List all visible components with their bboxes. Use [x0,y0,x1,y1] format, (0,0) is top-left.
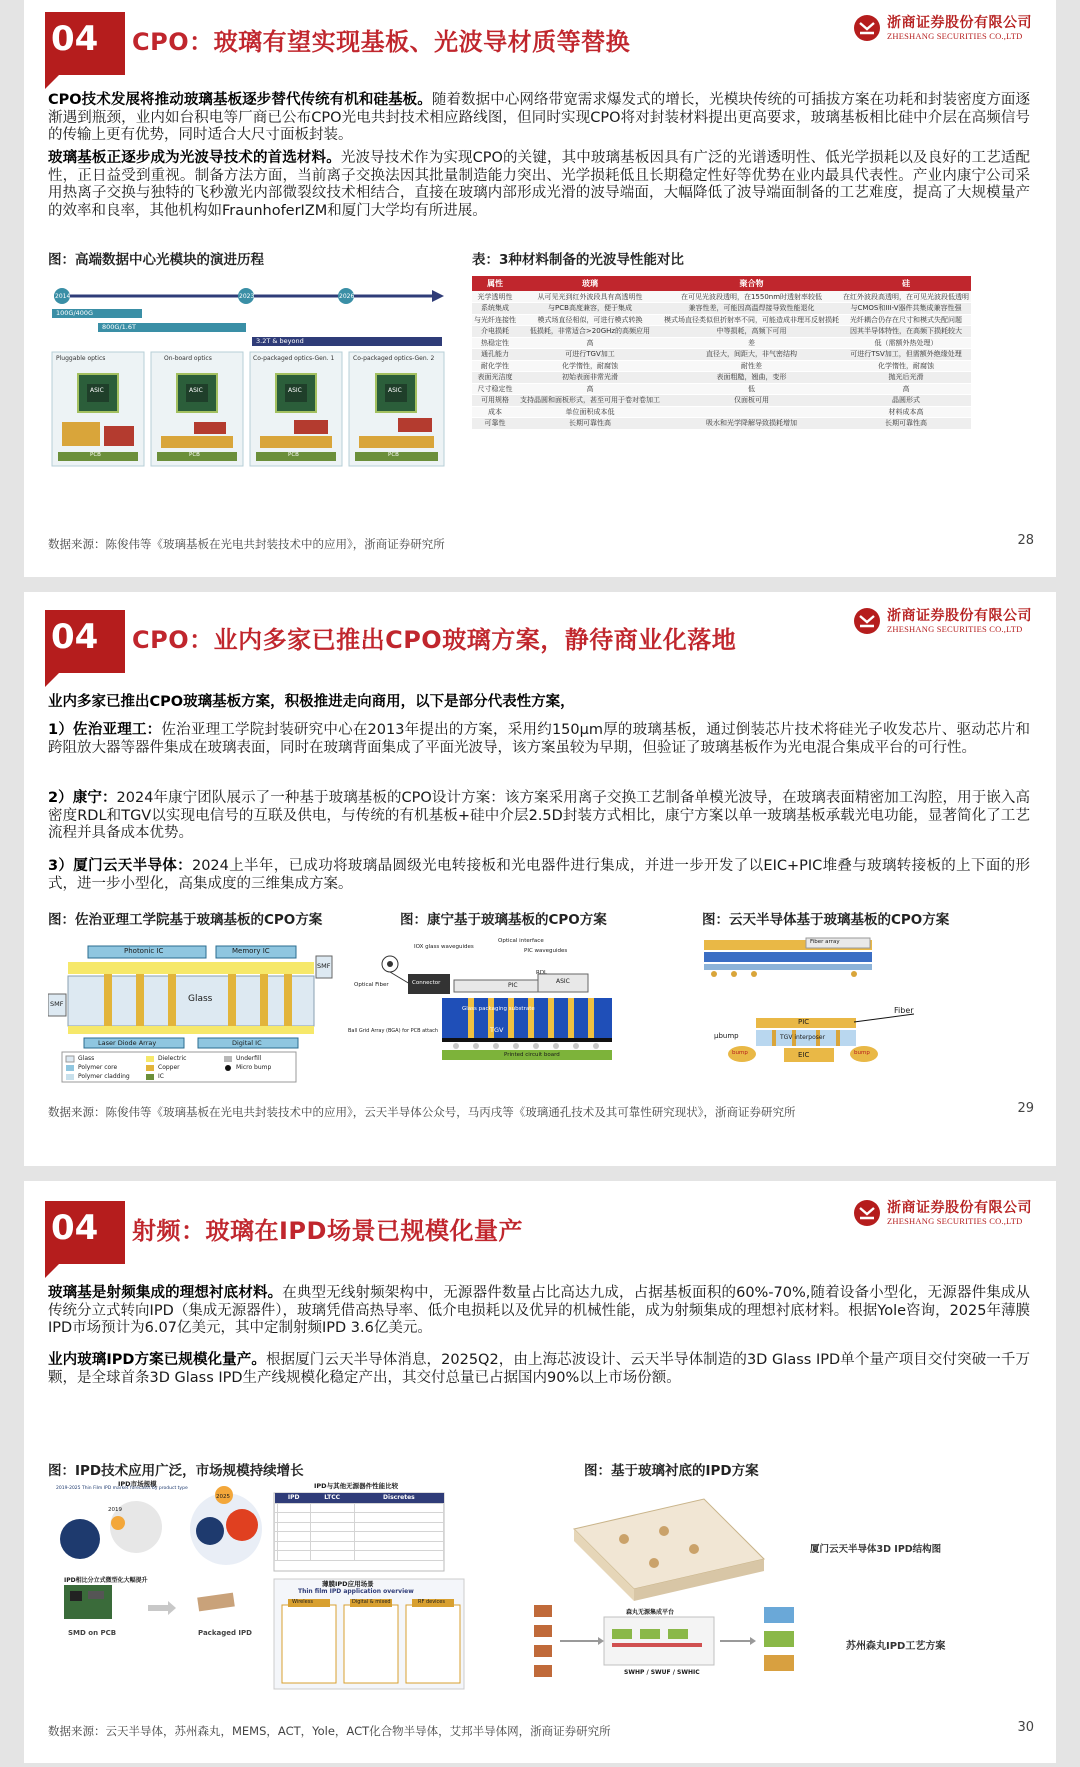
label-optical-interface: Optical interface [498,938,544,944]
table-cell: 与PCB高度兼容，便于集成 [518,303,662,315]
mini-header: IPD [277,1493,310,1503]
pcb-label-2: PCB [189,452,200,458]
ipd-forecast-subtitle: 2019-2025 Thin Film IPD market forecasts by product type [56,1486,188,1491]
figure-caption-evolution: 图：高端数据中心光模块的演进历程 [48,252,264,268]
table-cell: 中等损耗，高频下可用 [662,326,841,338]
label-glass-substrate: Glass packaging substrate [462,1006,535,1012]
ipd-app-title: 薄膜IPD应用场景 [322,1580,374,1588]
table-cell: 仅面板可用 [662,395,841,407]
table-cell: 光纤耦合仍存在尺寸和模式失配问题 [841,314,971,326]
waveguide-materials-table [472,276,969,430]
label-yuntian-3d-ipd: 厦门云天半导体3D IPD结构图 [810,1544,942,1555]
figure-caption-glass-ipd: 图：基于玻璃衬底的IPD方案 [584,1463,759,1479]
label-fiber-array: Fiber array [810,939,840,945]
table-row-header: 尺寸稳定性 [472,383,518,395]
label-smf-right: SMF [317,962,331,970]
paragraph-waveguide: 玻璃基板正逐步成为光波导技术的首选材料。光波导技术作为实现CPO的关键，其中玻璃基板因具有广泛的光谱透明性、低光学损耗以及良好的工艺适配性，正日益受到重视。制备方法方面，当前离子交换法因其批量制造能力突出、光学损耗低且长期稳定性好等优势在业内最具代表性。产业内康宁公司采用热离子交换与独特的飞秒激光内部微裂纹技术相结合，直接在玻璃内部形成光滑的波导端面，大幅降低了波导端面制备的工艺难度，提高了大规模量产的效率和良率，其他机构如FraunhoferIZM和厦门大学均有所进展。 [48,150,1031,219]
legend-glass: Glass [78,1055,95,1062]
label-senwan-process: 苏州森丸IPD工艺方案 [846,1641,946,1652]
legend-ic: IC [158,1073,164,1080]
table-cell: 在红外波段高透明，在可见光波段低透明 [843,292,969,301]
table-cell: 化学惰性，耐腐蚀 [841,360,971,372]
table-row [472,314,971,326]
table-cell: 与CMOS和III-V器件共集成兼容性强 [841,303,971,315]
label-digital-ic: Digital IC [232,1039,262,1047]
label-pic: PIC [508,982,518,989]
table-row-header: 可用规格 [472,395,518,407]
table-row [472,383,971,395]
logo-cn: 浙商证券股份有限公司 [887,1200,1032,1216]
paragraph-ipd-mass-production: 业内玻璃IPD方案已规模化量产。根据厦门云天半导体消息，2025Q2，由上海芯波设计、云天半导体制造的3D Glass IPD单个量产项目交付突破一千万颗，是全球首条3D Glass IPD生产线规模化稳定产出，其交付总量已占据国内90%以上市场份额。 [48,1352,1030,1386]
table-row [472,418,971,430]
label-fiber: Fiber [894,1006,914,1015]
timeline-year-2014: 2014 [55,293,71,300]
label-bump-left: bump [732,1050,748,1056]
source-note: 数据来源：陈俊伟等《玻璃基板在光电共封装技术中的应用》，浙商证券研究所 [48,537,445,551]
table-row-header: 可靠性 [472,418,518,430]
table-cell: 因其半导体特性，在高频下损耗较大 [841,326,971,338]
table-header: 属性 [472,276,518,291]
table-cell: 高 [841,383,971,395]
label-tgv-interposer: TGV interposer [780,1034,826,1041]
slide-title: 射频：玻璃在IPD场景已规模化量产 [132,1217,523,1245]
figure-caption-georgia: 图：佐治亚理工学院基于玻璃基板的CPO方案 [48,912,323,928]
mini-row [275,1532,444,1542]
table-cell: 低 [662,383,841,395]
table-cell: 模式场直径类似但折射率不同，可能造成非理耳反射损耗 [664,315,839,324]
label-swhp: SWHP / SWUF / SWHIC [624,1669,700,1676]
ipd-app-col-digital: Digital & mixed [352,1599,391,1605]
timeline-bar-3: 3.2T & beyond [256,337,304,345]
table-row-header: 光学透明性 [472,291,518,303]
timeline-year-2026: 2026 [339,293,355,300]
table-caption-materials: 表：3种材料制备的光波导性能对比 [472,252,684,268]
table-row-header: 通孔能力 [472,349,518,361]
logo-en: ZHESHANG SECURITIES CO.,LTD [887,624,1023,634]
ipd-app-col-wireless: Wireless [292,1599,313,1605]
company-logo [853,14,1032,42]
optical-module-evolution-figure [48,276,446,472]
item-yuntian: 3）厦门云天半导体：2024上半年，已成功将玻璃晶圆级光电转接板和光电器件进行集成，并进一步开发了以EIC+PIC堆叠与玻璃转接板的上下面的形式，进一步小型化，高集成度的三维集成方案。 [48,858,1030,892]
table-cell: 表面粗糙，翘曲，变形 [662,372,841,384]
asic-label-1: ASIC [90,387,104,394]
asic-label-3: ASIC [288,387,302,394]
table-cell: 化学惰性，耐腐蚀 [518,360,662,372]
table-cell: 兼容性差，可能因高温焊接导致性能退化 [662,303,841,315]
logo-cn: 浙商证券股份有限公司 [887,15,1032,31]
table-cell: 低（需额外热处理） [841,337,971,349]
table-row-header: 介电损耗 [472,326,518,338]
slide-30 [24,1181,1056,1763]
section-number: 04 [51,1208,99,1248]
table-cell [662,406,841,418]
label-memory-ic: Memory IC [232,947,270,955]
section-number-badge [45,1201,125,1264]
figure-caption-ipd-market: 图：IPD技术应用广泛，市场规模持续增长 [48,1463,304,1479]
figure-caption-corning: 图：康宁基于玻璃基板的CPO方案 [400,912,607,928]
yuntian-cpo-diagram [684,934,944,1084]
ipd-year-2025: 2025 [216,1494,230,1500]
table-cell: 材料成本高 [841,406,971,418]
mini-row [275,1522,444,1532]
label-bga: Ball Grid Array (BGA) for PCB attach [348,1028,439,1034]
legend-copper: Copper [158,1064,180,1071]
item-corning: 2）康宁：2024年康宁团队展示了一种基于玻璃基板的CPO设计方案：该方案采用离子交换工艺制备单模光波导，在玻璃表面精密加工沟腔，用于嵌入高密度RDL和TGV以实现电信号的互联及供电，与传统的有机基板+硅中介层2.5D封装方式相比，康宁方案以单一玻璃基板承载光电功能，显著简化了工艺流程并具备成本优势。 [48,790,1030,841]
mini-row [275,1541,444,1551]
panel-label-cpo-gen1: Co-packaged optics-Gen. 1 [253,355,335,362]
corning-cpo-diagram [348,934,648,1084]
item-georgia-tech: 1）佐治亚理工：佐治亚理工学院封装研究中心在2013年提出的方案，采用约150μm厚的玻璃基板，通过倒装芯片技术将硅光子收发芯片、驱动芯片和跨阻放大器等器件集成在玻璃表面，同时在玻璃背面集成了平面光波导，该方案虽较为早期，但验证了玻璃基板作为光电混合集成平台的可行性。 [48,722,1030,756]
figure-caption-yuntian: 图：云天半导体基于玻璃基板的CPO方案 [702,912,950,928]
panel-label-pluggable: Pluggable optics [56,355,106,362]
company-logo [853,1199,1032,1227]
company-logo [853,607,1032,635]
section-number: 04 [51,19,99,59]
table-row [472,372,971,384]
timeline-bar-2: 800G/1.6T [102,323,136,331]
logo-icon [853,14,881,42]
label-iox-waveguides: IOX glass waveguides [414,944,474,950]
slide-title: CPO：玻璃有望实现基板、光波导材质等替换 [132,28,631,56]
ipd-app-subtitle: Thin film IPD application overview [298,1588,414,1595]
logo-en: ZHESHANG SECURITIES CO.,LTD [887,31,1023,41]
source-note: 数据来源：陈俊伟等《玻璃基板在光电共封装技术中的应用》，云天半导体公众号，马丙戌等《玻璃通孔技术及其可靠性研究现状》，浙商证券研究所 [48,1105,796,1119]
table-cell: 可进行TGV加工 [518,349,662,361]
logo-icon [853,607,881,635]
table-row [472,349,971,361]
slide-title: CPO：业内多家已推出CPO玻璃方案，静待商业化落地 [132,626,737,654]
georgia-tech-cpo-diagram [48,934,334,1084]
logo-en: ZHESHANG SECURITIES CO.,LTD [887,1216,1023,1226]
mini-row [275,1513,444,1523]
table-row-header: 热稳定性 [472,337,518,349]
table-row-header: 系统集成 [472,303,518,315]
mini-row [275,1551,444,1561]
label-smd-on-pcb: SMD on PCB [68,1629,117,1637]
pcb-label-3: PCB [288,452,299,458]
label-packaged-ipd: Packaged IPD [198,1629,252,1637]
table-cell: 吸水和光学降解导致损耗增加 [662,418,841,430]
label-asic: ASIC [556,978,570,985]
table-cell: 抛光后光滑 [841,372,971,384]
label-pic: PIC [798,1018,810,1026]
table-row [472,326,971,338]
label-pic-waveguides: PIC waveguides [524,948,568,954]
label-eic: EIC [798,1051,810,1059]
page-number: 28 [1017,533,1034,548]
section-number-badge [45,12,125,75]
label-connector: Connector [412,980,441,986]
ipd-market-title: IPD市场规模 [118,1480,157,1488]
legend-polymer-core: Polymer core [78,1064,118,1071]
panel-label-onboard: On-board optics [164,355,212,362]
label-ubump: μbump [714,1032,739,1040]
glass-ipd-figure [514,1479,1024,1699]
page-number: 30 [1017,1720,1034,1735]
mini-header-row [275,1493,444,1503]
label-optical-fiber: Optical Fiber [354,982,389,988]
table-cell: 支持晶圆和面板形式，甚至可用于卷对卷加工 [520,396,660,405]
lead-sentence: 业内多家已推出CPO玻璃基板方案，积极推进走向商用，以下是部分代表性方案， [48,694,575,710]
materials-comparison-table [472,276,971,430]
panel-label-cpo-gen2: Co-packaged optics-Gen. 2 [353,355,435,362]
table-row-header: 成本 [472,406,518,418]
legend-micro-bump: Micro bump [236,1064,272,1071]
label-senwan-platform: 森丸无源集成平台 [626,1609,675,1616]
ipd-year-2019: 2019 [108,1507,122,1513]
slide-29 [24,592,1056,1166]
slide-28 [24,0,1056,577]
table-row [472,360,971,372]
table-row-header: 与光纤连接性 [474,315,516,324]
table-row [472,395,971,407]
label-rdl: RDL [536,970,548,976]
ipd-miniaturization-label: IPD相比分立式微型化大幅提升 [64,1577,148,1584]
table-cell: 低损耗，非常适合>20GHz的高频应用 [518,326,662,338]
table-row [472,406,971,418]
pcb-label-4: PCB [388,452,399,458]
table-row-header: 耐化学性 [472,360,518,372]
legend-dielectric: Dielectric [158,1055,187,1062]
mini-header: Discretes [354,1493,443,1503]
logo-cn: 浙商证券股份有限公司 [887,608,1032,624]
pcb-label-1: PCB [90,452,101,458]
table-cell: 差 [662,337,841,349]
label-bump-right: bump [854,1050,870,1056]
label-glass: Glass [188,994,213,1004]
table-cell: 从可见光到红外波段具有高透明性 [518,291,662,303]
section-number-badge [45,610,125,673]
page-number: 29 [1017,1101,1034,1116]
ipd-compare-title: IPD与其他无源器件性能比较 [314,1482,399,1490]
table-cell: 高 [518,383,662,395]
table-cell: 长期可靠性高 [518,418,662,430]
table-cell: 耐性差 [662,360,841,372]
legend-polymer-cladding: Polymer cladding [78,1073,130,1080]
table-row [472,291,971,303]
table-header: 聚合物 [662,276,841,291]
mini-header: LTCC [310,1493,354,1503]
ipd-compare-table [274,1493,444,1561]
table-cell: 长期可靠性高 [841,418,971,430]
label-tgv: TGV [490,1026,504,1034]
table-cell: 可进行TSV加工，但需额外绝缘处理 [841,349,971,361]
ipd-app-col-rf: RF devices [418,1599,445,1605]
label-pcb: Printed circuit board [504,1052,560,1058]
legend-underfill: Underfill [236,1055,262,1062]
timeline-year-2023: 2023 [239,293,255,300]
table-row [472,303,971,315]
table-cell: 在可见光波段透明，在1550nm时透射率较低 [662,291,841,303]
paragraph-cpo-trend: CPO技术发展将推动玻璃基板逐步替代传统有机和硅基板。随着数据中心网络带宽需求爆发式的增长，光模块传统的可插拔方案在功耗和封装密度方面逐渐遇到瓶颈，业内如台积电等厂商已公布CPO光电共封技术相应路线图，但同时实现CPO将对封装材料提出更高要求，玻璃基板相比硅中介层在高频信号的传输上更有优势，同时适合大尺寸面板封装。 [48,92,1031,143]
table-row-header: 表面光洁度 [472,372,518,384]
label-photonic-ic: Photonic IC [124,947,164,955]
table-cell: 高 [518,337,662,349]
section-number: 04 [51,617,99,657]
label-smf-left: SMF [50,1000,64,1008]
asic-label-2: ASIC [189,387,203,394]
timeline-bar-1: 100G/400G [56,309,94,317]
label-laser-array: Laser Diode Array [98,1039,157,1047]
table-cell: 晶圆形式 [841,395,971,407]
table-cell: 直径大，间距大，非气密结构 [662,349,841,361]
table-cell: 单位面积成本低 [518,406,662,418]
table-row [472,337,971,349]
evolution-diagram [48,276,446,472]
table-header: 硅 [841,276,971,291]
table-cell: 初始表面非常光滑 [518,372,662,384]
ipd-market-figure [48,1479,528,1697]
source-note: 数据来源：云天半导体，苏州森丸，MEMS，ACT，Yole，ACT化合物半导体，艾邦半导体网，浙商证券研究所 [48,1724,611,1738]
table-cell: 模式场直径相似，可进行模式转换 [518,314,662,326]
paragraph-rf-substrate: 玻璃基是射频集成的理想衬底材料。在典型无线射频架构中，无源器件数量占比高达九成，占据基板面积的60%-70%,随着设备小型化，无源器件集成从传统分立式转向IPD（集成无源器件），玻璃凭借高热导率、低介电损耗以及优异的机械性能，成为射频集成的理想衬底材料。根据Yole咨询，2025年薄膜IPD市场预计为6.07亿美元，其中定制射频IPD 3.6亿美元。 [48,1285,1031,1336]
logo-icon [853,1199,881,1227]
mini-row [275,1503,444,1513]
table-header-row [472,276,971,291]
table-header: 玻璃 [518,276,662,291]
asic-label-4: ASIC [388,387,402,394]
